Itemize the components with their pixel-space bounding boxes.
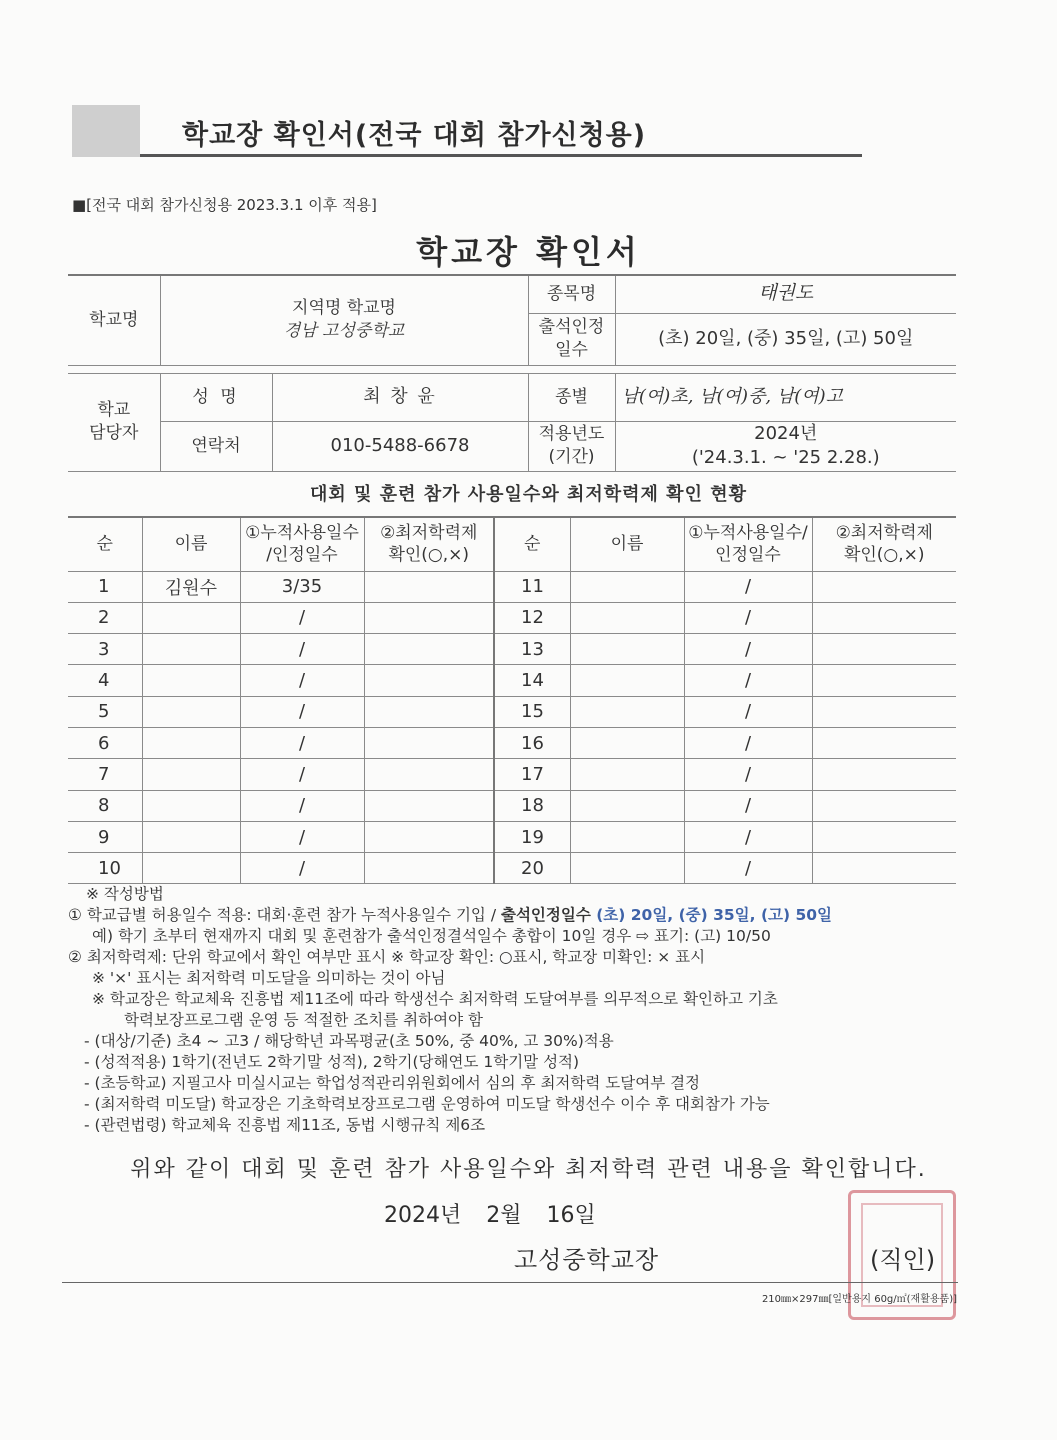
issue-date: 2024년 2월 16일 xyxy=(384,1203,596,1228)
cell-name2 xyxy=(570,696,684,727)
cell-no2: 14 xyxy=(494,665,570,696)
cell-no2: 17 xyxy=(494,759,570,790)
cell-no2: 16 xyxy=(494,727,570,758)
detail-below-minimum: - (최저학력 미도달) 학교장은 기초학력보장프로그램 운영하여 미도달 학생선수 이수 후 대회참가 가능 xyxy=(84,1095,770,1113)
table-row xyxy=(68,696,956,727)
contact-value: 010-5488-6678 xyxy=(272,421,528,471)
cell-academic2 xyxy=(812,759,956,790)
cell-academic2 xyxy=(812,571,956,602)
cell-academic xyxy=(364,759,494,790)
cell-no2: 11 xyxy=(494,571,570,602)
cell-days: / xyxy=(240,759,364,790)
attendance-label: 출석인정 일수 xyxy=(528,313,615,365)
manager-label: 학교 담당자 xyxy=(68,373,160,471)
cell-academic xyxy=(364,665,494,696)
cell-days: / xyxy=(240,696,364,727)
col-header-no: 순 xyxy=(68,517,142,571)
cell-academic xyxy=(364,727,494,758)
table-gap xyxy=(68,365,956,373)
name-label: 성 명 xyxy=(160,373,272,421)
cell-no: 3 xyxy=(68,634,142,665)
cell-academic2 xyxy=(812,727,956,758)
cell-no: 7 xyxy=(68,759,142,790)
cell-days: 3/35 xyxy=(240,571,364,602)
cell-name xyxy=(142,665,240,696)
header-grey-block xyxy=(72,105,140,157)
year-value: 2024년 xyxy=(754,422,818,444)
confirmation-statement: 위와 같이 대회 및 훈련 참가 사용일수와 최저학력 관련 내용을 확인합니다. xyxy=(130,1157,927,1182)
document-title: 학교장 확인서 xyxy=(416,233,641,271)
cell-name xyxy=(142,696,240,727)
cell-no: 8 xyxy=(68,790,142,821)
detail-legal-basis: - (관련법령) 학교체육 진흥법 제11조, 동법 시행규칙 제6조 xyxy=(84,1116,486,1134)
bottom-divider xyxy=(62,1282,958,1283)
cell-no: 10 xyxy=(68,853,142,884)
cell-name2 xyxy=(570,790,684,821)
detail-target: - (대상/기준) 초4 ~ 고3 / 해당학년 과목평균(초 50%, 중 40%, 고 30%)적용 xyxy=(84,1032,614,1050)
col-header-academic-2: ②최저학력제 확인(○,×) xyxy=(812,517,956,571)
detail-elementary: - (초등학교) 지필고사 미실시교는 학업성적관리위원회에서 심의 후 최저학력 도달여부 결정 xyxy=(84,1074,701,1092)
instruction-1-example: 예) 학기 초부터 현재까지 대회 및 훈련참가 출석인정결석일수 총합이 10일 경우 ⇨ 표기: (고) 10/50 xyxy=(92,927,771,945)
cell-academic2 xyxy=(812,696,956,727)
cell-academic xyxy=(364,821,494,852)
cell-name xyxy=(142,602,240,633)
cell-days2: / xyxy=(684,790,812,821)
cell-no: 4 xyxy=(68,665,142,696)
instruction-1-text: ① 학교급별 허용일수 적용: 대회·훈련 참가 누적사용일수 기입 / xyxy=(68,906,501,924)
instruction-1-bold: 출석인정일수 xyxy=(500,906,591,924)
cell-name xyxy=(142,759,240,790)
table-row xyxy=(68,727,956,758)
cell-days: / xyxy=(240,821,364,852)
instruction-2: ② 최저학력제: 단위 학교에서 확인 여부만 표시 ※ 학교장 확인: ○표시, 학교장 미확인: × 표시 xyxy=(68,948,706,966)
year-cell xyxy=(615,421,956,471)
participation-table xyxy=(68,516,956,884)
category-label: 종별 xyxy=(528,373,615,421)
instruction-2-note-a: ※ '×' 표시는 최저학력 미도달을 의미하는 것이 아님 xyxy=(92,969,446,987)
cell-name2 xyxy=(570,853,684,884)
col-header-no-2: 순 xyxy=(494,517,570,571)
cell-no: 5 xyxy=(68,696,142,727)
cell-no2: 18 xyxy=(494,790,570,821)
cell-name xyxy=(142,634,240,665)
col-header-name: 이름 xyxy=(142,517,240,571)
cell-no: 6 xyxy=(68,727,142,758)
category-value: 남(여)초, 남(여)중, 남(여)고 xyxy=(615,373,956,421)
cell-academic2 xyxy=(812,665,956,696)
year-label: 적용년도 (기간) xyxy=(528,421,615,471)
name-value: 최 창 윤 xyxy=(272,373,528,421)
cell-name xyxy=(142,853,240,884)
cell-no2: 12 xyxy=(494,602,570,633)
cell-no2: 20 xyxy=(494,853,570,884)
cell-name xyxy=(142,821,240,852)
school-caption: 지역명 학교명 xyxy=(292,298,396,319)
paper-spec-note: 210㎜×297㎜[일반용지 60g/㎡(재활용품)] xyxy=(761,1294,957,1305)
cell-days2: / xyxy=(684,696,812,727)
cell-name xyxy=(142,727,240,758)
instructions xyxy=(68,884,958,1136)
cell-days2: / xyxy=(684,634,812,665)
contact-label: 연락처 xyxy=(160,421,272,471)
attendance-value: (초) 20일, (중) 35일, (고) 50일 xyxy=(615,313,956,365)
school-cell xyxy=(160,275,528,365)
cell-name2 xyxy=(570,665,684,696)
cell-days: / xyxy=(240,665,364,696)
form-applicability-note: ■[전국 대회 참가신청용 2023.3.1 이후 적용] xyxy=(72,196,377,214)
school-label: 학교명 xyxy=(68,275,160,365)
instruction-2-note-b: ※ 학교장은 학교체육 진흥법 제11조에 따라 학생선수 최저학력 도달여부를 의무적으로 확인하고 기초 xyxy=(92,990,778,1008)
cell-name2 xyxy=(570,602,684,633)
col-header-academic: ②최저학력제 확인(○,×) xyxy=(364,517,494,571)
cell-days2: / xyxy=(684,727,812,758)
cell-days2: / xyxy=(684,571,812,602)
col-header-days-2: ①누적사용일수/ 인정일수 xyxy=(684,517,812,571)
status-section-title: 대회 및 훈련 참가 사용일수와 최저학력제 확인 현황 xyxy=(309,484,747,505)
cell-no2: 19 xyxy=(494,821,570,852)
table-row xyxy=(68,821,956,852)
cell-name2 xyxy=(570,727,684,758)
table-row xyxy=(68,571,956,602)
cell-academic xyxy=(364,853,494,884)
cell-days2: / xyxy=(684,602,812,633)
cell-academic xyxy=(364,571,494,602)
cell-academic xyxy=(364,602,494,633)
header-band-title: 학교장 확인서(전국 대회 참가신청용) xyxy=(182,120,647,151)
cell-name xyxy=(142,790,240,821)
cell-days2: / xyxy=(684,665,812,696)
cell-academic2 xyxy=(812,790,956,821)
cell-no2: 13 xyxy=(494,634,570,665)
cell-days2: / xyxy=(684,759,812,790)
cell-name2 xyxy=(570,634,684,665)
school-value: 경남 고성중학교 xyxy=(283,321,405,342)
table-row xyxy=(68,790,956,821)
col-header-name-2: 이름 xyxy=(570,517,684,571)
cell-academic xyxy=(364,634,494,665)
principal-title: 고성중학교장 xyxy=(514,1246,660,1274)
cell-academic2 xyxy=(812,853,956,884)
cell-name2 xyxy=(570,571,684,602)
cell-days: / xyxy=(240,727,364,758)
cell-no2: 15 xyxy=(494,696,570,727)
cell-academic2 xyxy=(812,634,956,665)
table-row xyxy=(68,602,956,633)
cell-no: 1 xyxy=(68,571,142,602)
cell-days: / xyxy=(240,790,364,821)
cell-academic2 xyxy=(812,602,956,633)
cell-no: 9 xyxy=(68,821,142,852)
cell-days2: / xyxy=(684,853,812,884)
event-value: 태권도 xyxy=(615,275,956,313)
table-row xyxy=(68,665,956,696)
table-row xyxy=(68,759,956,790)
cell-academic2 xyxy=(812,821,956,852)
cell-no: 2 xyxy=(68,602,142,633)
cell-days: / xyxy=(240,853,364,884)
cell-name2 xyxy=(570,821,684,852)
cell-academic xyxy=(364,696,494,727)
col-header-days: ①누적사용일수 /인정일수 xyxy=(240,517,364,571)
detail-grades: - (성적적용) 1학기(전년도 2학기말 성적), 2학기(당해연도 1학기말 성적) xyxy=(84,1053,580,1071)
period-value: ('24.3.1. ~ '25 2.28.) xyxy=(691,447,880,468)
cell-name2 xyxy=(570,759,684,790)
cell-days: / xyxy=(240,602,364,633)
instruction-1-days: (초) 20일, (중) 35일, (고) 50일 xyxy=(590,906,833,924)
instructions-heading: ※ 작성방법 xyxy=(86,885,164,903)
event-label: 종목명 xyxy=(528,275,615,313)
table-row xyxy=(68,634,956,665)
school-info-table xyxy=(68,274,956,472)
seal-label: (직인) xyxy=(870,1246,936,1274)
instruction-2-note-b-cont: 학력보장프로그램 운영 등 적절한 조치를 취하여야 함 xyxy=(124,1011,483,1029)
instruction-1 xyxy=(68,905,958,926)
header-band xyxy=(72,105,862,157)
cell-days: / xyxy=(240,634,364,665)
cell-academic xyxy=(364,790,494,821)
cell-days2: / xyxy=(684,821,812,852)
cell-name: 김원수 xyxy=(142,571,240,602)
table-row xyxy=(68,853,956,884)
